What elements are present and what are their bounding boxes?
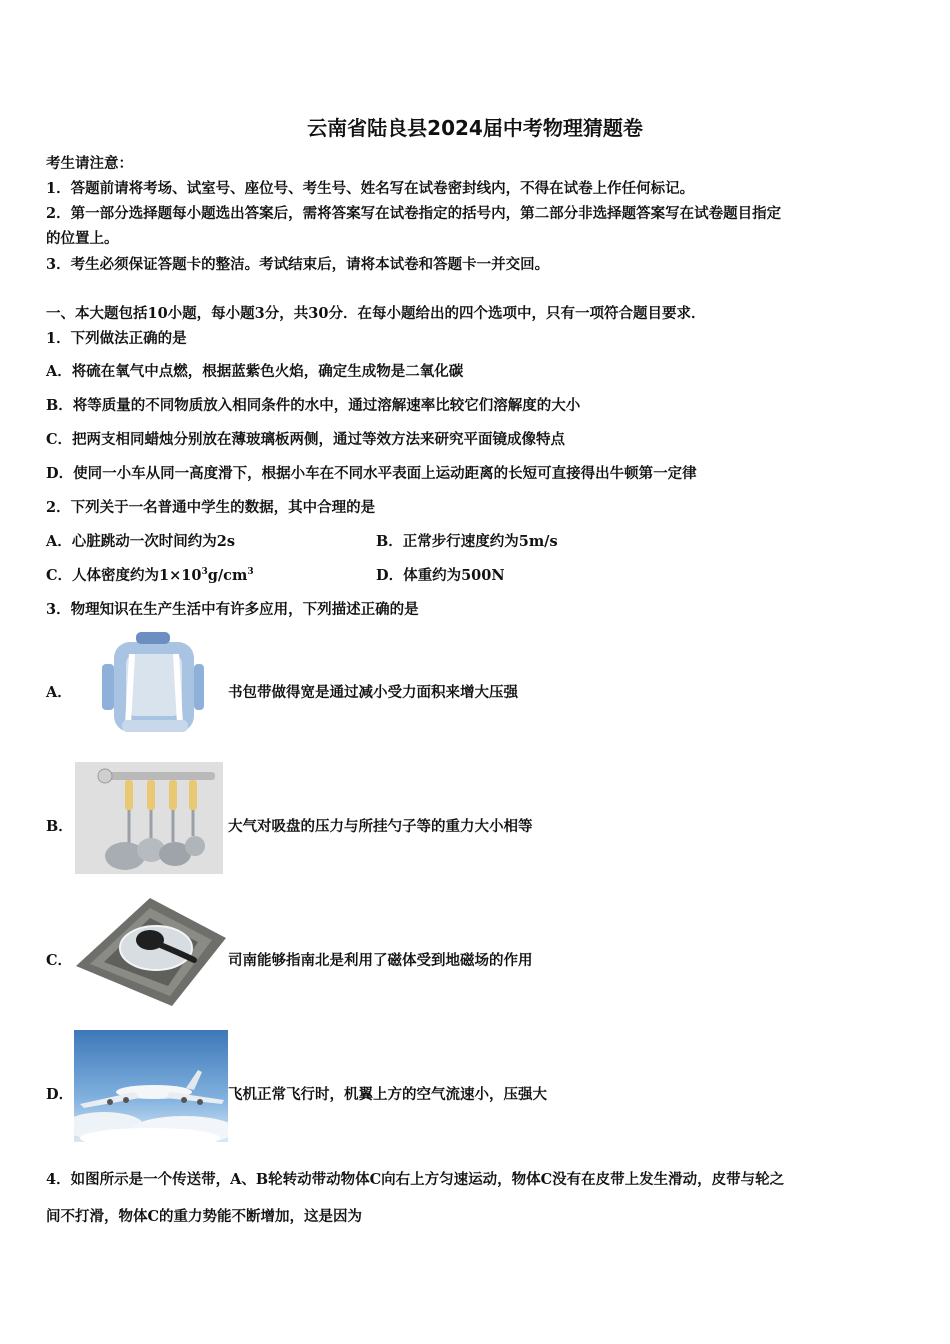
- q2-option-c-unit-exponent: 3: [247, 567, 254, 578]
- q3-option-d-text: 飞机正常飞行时，机翼上方的空气流速小，压强大: [228, 1086, 547, 1103]
- q1-stem: 1．下列做法正确的是: [46, 330, 187, 347]
- q1-option-c: C．把两支相同蜡烛分别放在薄玻璃板两侧，通过等效方法来研究平面镜成像特点: [46, 431, 566, 448]
- q2-option-d: D．体重约为500N: [376, 567, 505, 584]
- page-title: 云南省陆良县2024届中考物理猜题卷: [307, 116, 643, 140]
- notice-item-1: 1．答题前请将考场、试室号、座位号、考生号、姓名写在试卷密封线内，不得在试卷上作任何标记。: [46, 180, 695, 197]
- backpack-image: [96, 628, 208, 740]
- section-heading: 一、本大题包括10小题，每小题3分，共30分．在每小题给出的四个选项中，只有一项符合题目要求．: [46, 305, 706, 322]
- q3-option-a-letter: A．: [46, 684, 72, 701]
- compass-sinan-image: [72, 896, 228, 1008]
- q2-stem: 2．下列关于一名普通中学生的数据，其中合理的是: [46, 499, 376, 516]
- q3-option-a-text: 书包带做得宽是通过减小受力面积来增大压强: [228, 684, 518, 701]
- notice-item-2-cont: 的位置上。: [46, 230, 119, 247]
- q2-option-c-exponent: 3: [201, 567, 208, 578]
- q3-option-c-text: 司南能够指南北是利用了磁体受到地磁场的作用: [228, 952, 533, 969]
- q2-option-c: [46, 564, 254, 585]
- q4-stem-line-2: 间不打滑，物体C的重力势能不断增加，这是因为: [46, 1208, 363, 1225]
- q4-stem-line-1: 4．如图所示是一个传送带，A、B轮转动带动物体C向右上方匀速运动，物体C没有在皮带上发生滑动，皮带与轮之: [46, 1171, 785, 1188]
- q1-option-d: D．使同一小车从同一高度滑下，根据小车在不同水平表面上运动距离的长短可直接得出牛顿第一定律: [46, 465, 697, 482]
- q2-option-c-unit: g/cm: [207, 567, 248, 584]
- q3-option-b-text: 大气对吸盘的压力与所挂勺子等的重力大小相等: [228, 818, 533, 835]
- notice-item-3: 3．考生必须保证答题卡的整洁。考试结束后，请将本试卷和答题卡一并交回。: [46, 256, 550, 273]
- notice-item-2: 2．第一部分选择题每小题选出答案后，需将答案写在试卷指定的括号内，第二部分非选择题答案写在试卷题目指定: [46, 205, 782, 222]
- q3-option-d-letter: D．: [46, 1086, 74, 1103]
- q2-option-a: A．心脏跳动一次时间约为2s: [46, 533, 236, 550]
- q2-option-b: B．正常步行速度约为5m/s: [376, 533, 558, 550]
- q3-option-c-letter: C．: [46, 952, 73, 969]
- q1-option-b: B．将等质量的不同物质放入相同条件的水中，通过溶解速率比较它们溶解度的大小: [46, 397, 581, 414]
- q3-stem: 3．物理知识在生产生活中有许多应用，下列描述正确的是: [46, 601, 419, 618]
- notice-heading: 考生请注意：: [46, 155, 133, 172]
- q1-option-a: A．将硫在氧气中点燃，根据蓝紫色火焰，确定生成物是二氧化碳: [46, 363, 464, 380]
- q3-option-b-letter: B．: [46, 818, 73, 835]
- q2-option-c-text: C．人体密度约为1×10: [46, 567, 202, 584]
- airplane-image: [74, 1030, 228, 1142]
- suction-hooks-image: [75, 762, 223, 874]
